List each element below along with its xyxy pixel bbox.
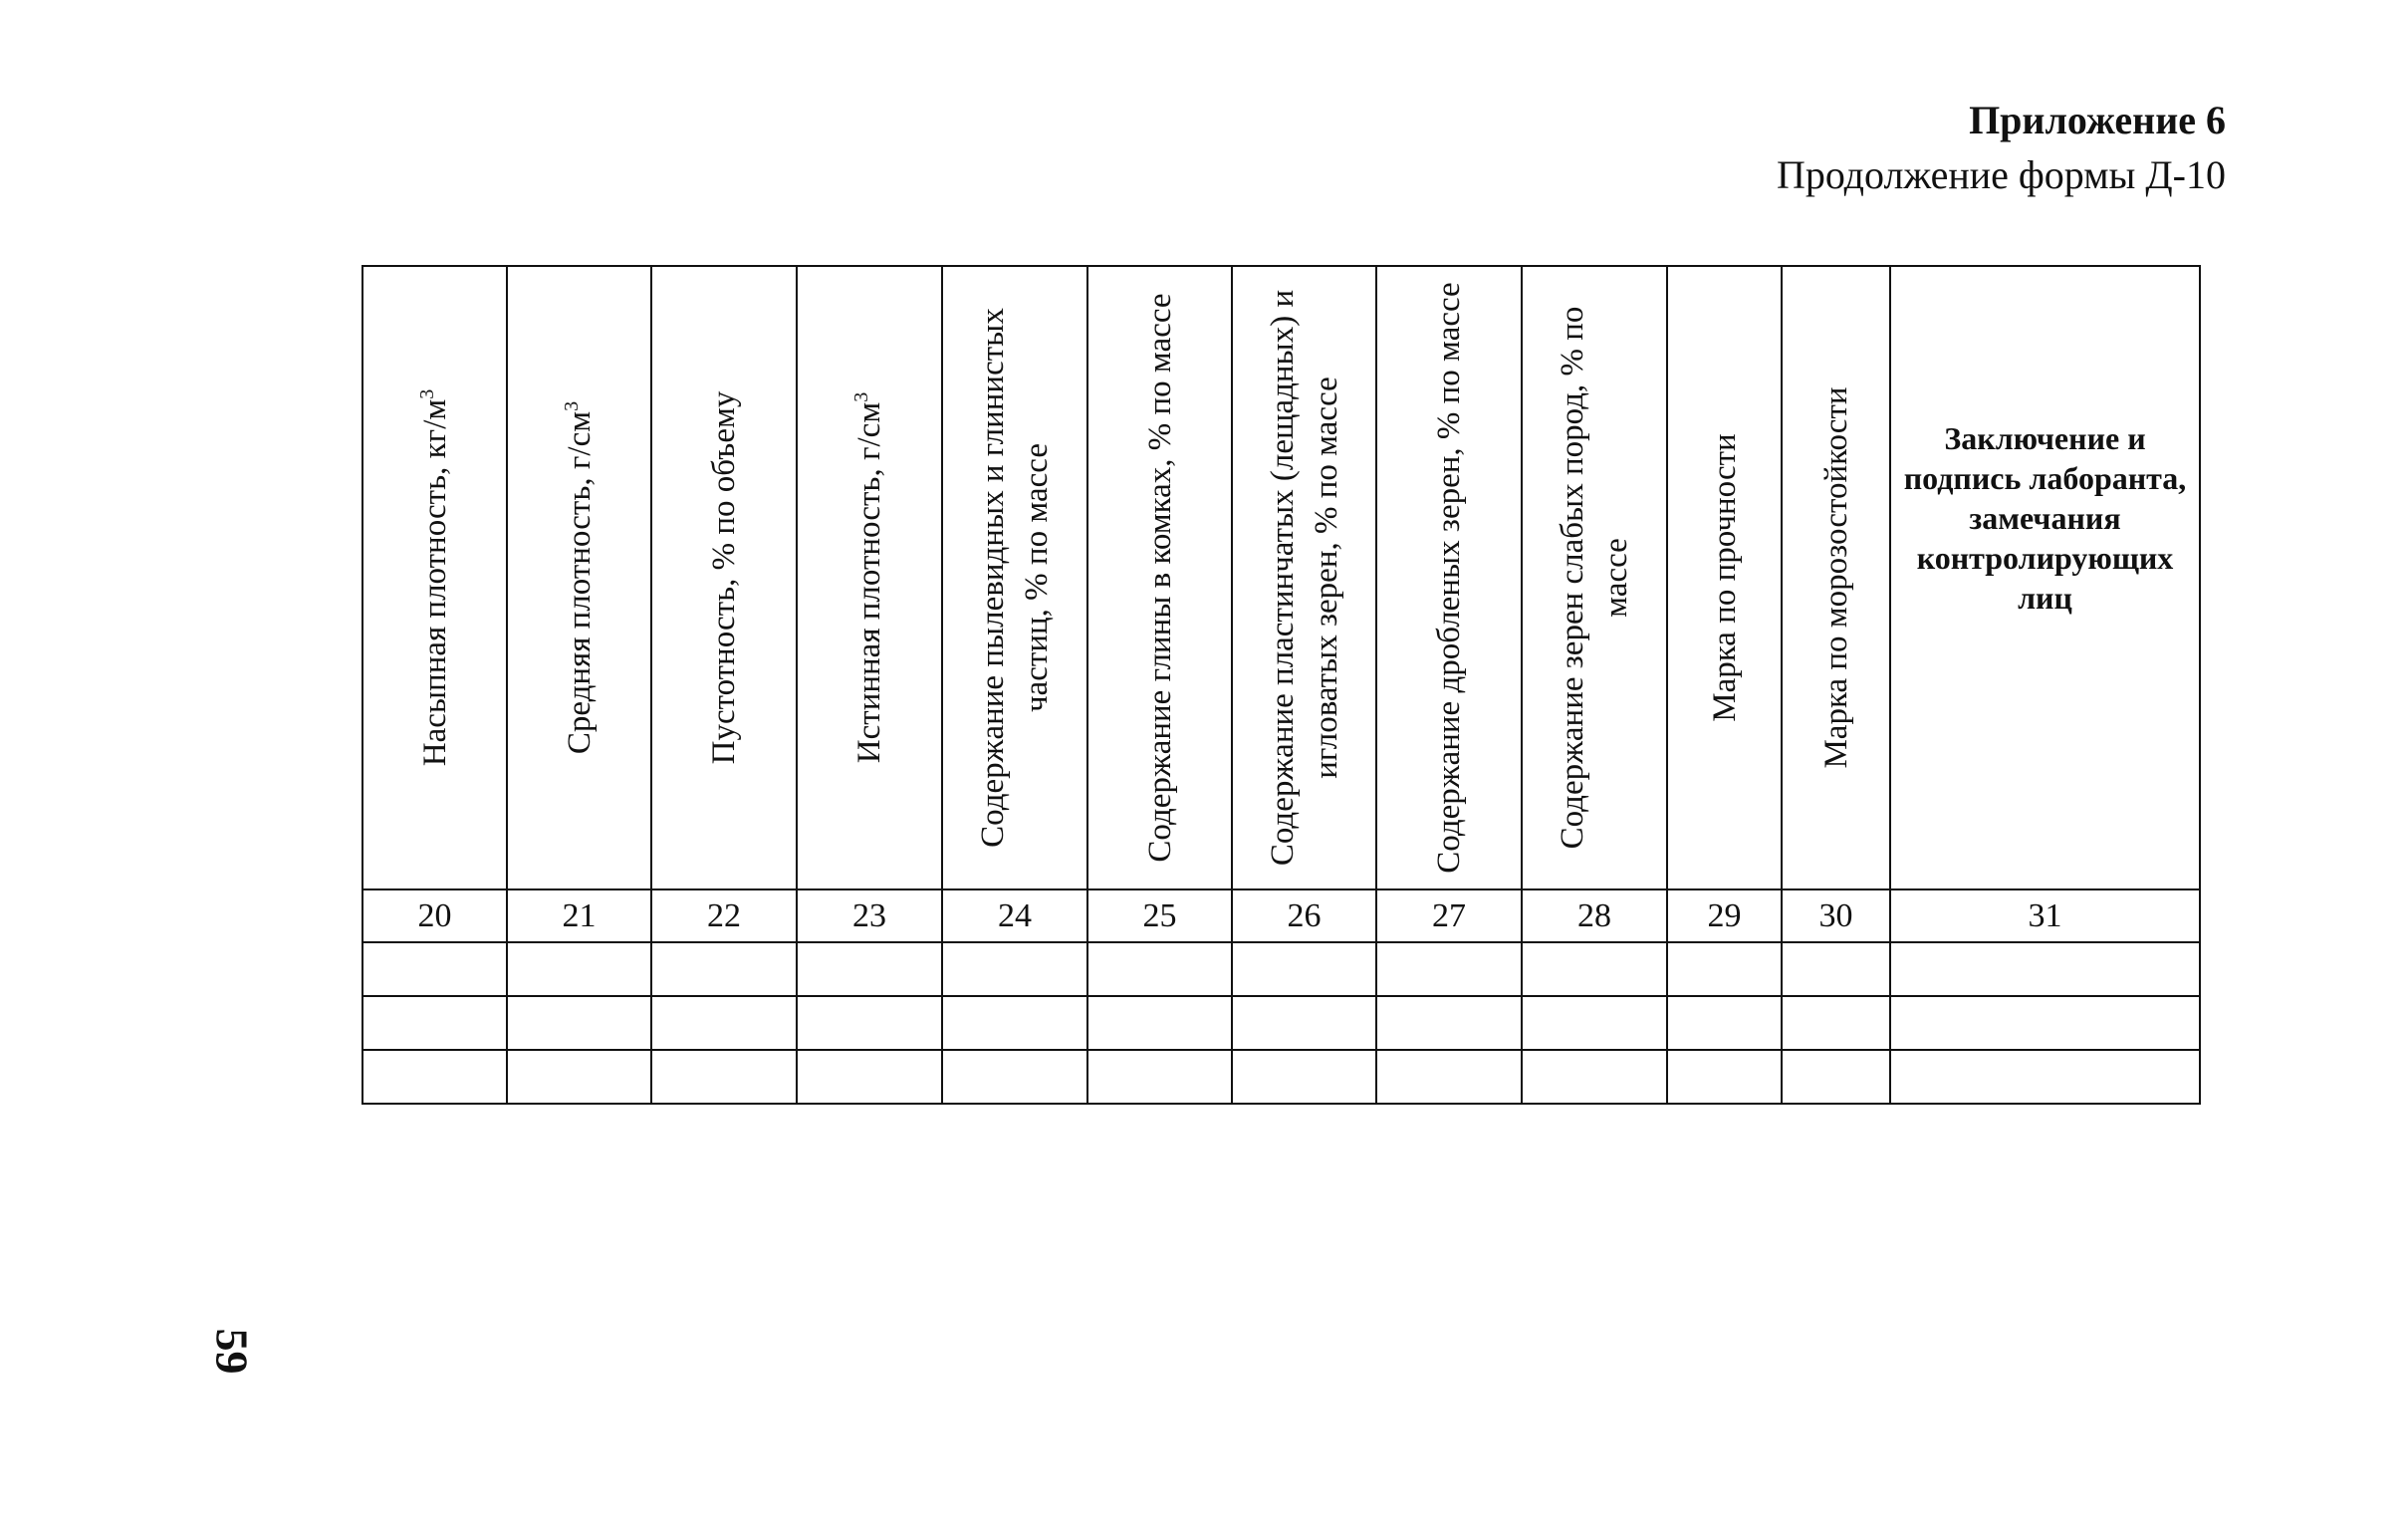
header-row	[362, 266, 2200, 889]
column-header-superscript: 3	[415, 388, 438, 399]
column-header-text: Содержание зерен слабых пород, % по массе	[1555, 306, 1634, 850]
column-number: 27	[1376, 889, 1522, 942]
column-header	[1667, 266, 1782, 889]
table-cell[interactable]	[797, 996, 942, 1050]
table-cell[interactable]	[1667, 996, 1782, 1050]
table-cell[interactable]	[942, 942, 1087, 996]
column-header-superscript: 3	[560, 400, 583, 411]
column-header-text: Содержание пластинчатых (лещадных) и игловатых зерен, % по массе	[1264, 289, 1344, 867]
table-cell[interactable]	[1522, 1050, 1667, 1104]
table-row	[362, 996, 2200, 1050]
table-cell[interactable]	[1522, 942, 1667, 996]
page-heading	[1777, 95, 2226, 204]
column-number: 30	[1782, 889, 1890, 942]
column-header-text: Заключение и подпись лаборанта, замечания контролирующих лиц	[1903, 420, 2187, 616]
table-cell[interactable]	[1667, 942, 1782, 996]
table-cell[interactable]	[362, 996, 507, 1050]
table-cell[interactable]	[1890, 942, 2200, 996]
column-header-text: Марка по морозостойкости	[1817, 386, 1854, 769]
column-header-text: Пустотность, % по объему	[706, 390, 742, 765]
page-number: 59	[206, 1328, 258, 1375]
column-number: 31	[1890, 889, 2200, 942]
table-cell[interactable]	[1782, 1050, 1890, 1104]
column-number: 25	[1087, 889, 1232, 942]
table-cell[interactable]	[1232, 996, 1376, 1050]
table-cell[interactable]	[1376, 996, 1522, 1050]
table-cell[interactable]	[507, 1050, 651, 1104]
form-d10-table	[361, 265, 2201, 1105]
table-cell[interactable]	[1890, 996, 2200, 1050]
column-header-text: Средняя плотность, г/см	[561, 410, 598, 755]
table-cell[interactable]	[651, 1050, 797, 1104]
table-cell[interactable]	[942, 1050, 1087, 1104]
column-header	[1782, 266, 1890, 889]
table-cell[interactable]	[507, 942, 651, 996]
table-cell[interactable]	[1890, 1050, 2200, 1104]
appendix-title: Приложение 6	[1969, 98, 2226, 142]
column-number: 28	[1522, 889, 1667, 942]
column-number: 23	[797, 889, 942, 942]
table-cell[interactable]	[1376, 942, 1522, 996]
table-cell[interactable]	[651, 996, 797, 1050]
column-header-text: Содержание глины в комках, % по массе	[1141, 293, 1178, 863]
table-cell[interactable]	[797, 942, 942, 996]
table-cell[interactable]	[1087, 1050, 1232, 1104]
column-header	[942, 266, 1087, 889]
column-header	[1087, 266, 1232, 889]
column-header	[362, 266, 507, 889]
table-cell[interactable]	[1232, 942, 1376, 996]
table-cell[interactable]	[942, 996, 1087, 1050]
table-row	[362, 942, 2200, 996]
column-header	[507, 266, 651, 889]
column-header-text: Насыпная плотность, кг/м	[416, 398, 453, 767]
table-cell[interactable]	[507, 996, 651, 1050]
table-cell[interactable]	[651, 942, 797, 996]
table-cell[interactable]	[1782, 942, 1890, 996]
table-cell[interactable]	[797, 1050, 942, 1104]
table-cell[interactable]	[1087, 942, 1232, 996]
column-header-text: Содержание дробленых зерен, % по массе	[1431, 282, 1467, 874]
form-continuation-title: Продолжение формы Д-10	[1776, 152, 2226, 197]
table-row	[362, 1050, 2200, 1104]
column-header-conclusion	[1890, 266, 2200, 889]
column-header	[1376, 266, 1522, 889]
table-cell[interactable]	[362, 942, 507, 996]
column-number-row	[362, 889, 2200, 942]
table-cell[interactable]	[1522, 996, 1667, 1050]
column-header-text: Истинная плотность, г/см	[851, 401, 887, 764]
column-number: 29	[1667, 889, 1782, 942]
column-header-text: Марка по прочности	[1706, 433, 1743, 722]
table-cell[interactable]	[1376, 1050, 1522, 1104]
column-header-text: Содержание пылевидных и глинистых частиц, % по массе	[975, 308, 1055, 848]
table-cell[interactable]	[1232, 1050, 1376, 1104]
table-cell[interactable]	[1087, 996, 1232, 1050]
column-number: 22	[651, 889, 797, 942]
column-header	[797, 266, 942, 889]
column-header	[651, 266, 797, 889]
column-number: 26	[1232, 889, 1376, 942]
column-header	[1522, 266, 1667, 889]
table-cell[interactable]	[1782, 996, 1890, 1050]
column-number: 20	[362, 889, 507, 942]
table-cell[interactable]	[1667, 1050, 1782, 1104]
column-number: 21	[507, 889, 651, 942]
table-cell[interactable]	[362, 1050, 507, 1104]
column-number: 24	[942, 889, 1087, 942]
column-header	[1232, 266, 1376, 889]
column-header-superscript: 3	[850, 391, 872, 402]
